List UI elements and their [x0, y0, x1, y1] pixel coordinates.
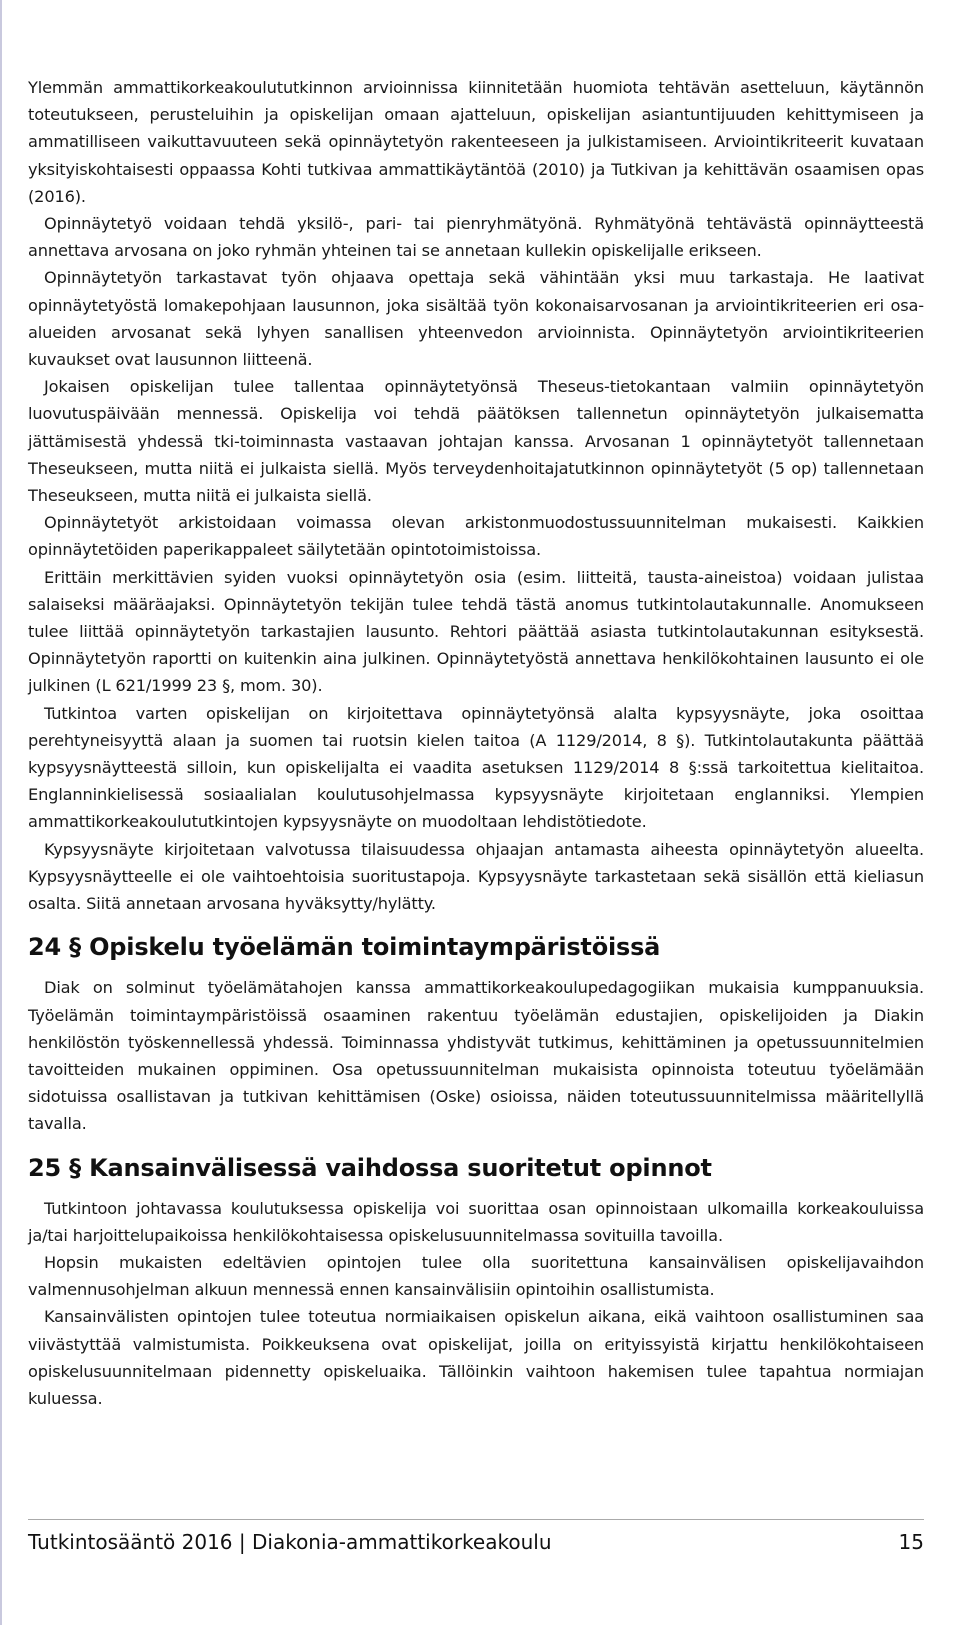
paragraph: Kypsyysnäyte kirjoitetaan valvotussa tilaisuudessa ohjaajan antamasta aiheesta opinnäytetyön alueelta. Kypsyysnäytteelle ei ole vaihtoehtoisia suoritustapoja. Kypsyysnäyte tarkastetaan sekä sisällön että kieliasun osalta. Siitä annetaan arvosana hyväksytty/hylätty. — [28, 839, 924, 914]
paragraph: Hopsin mukaisten edeltävien opintojen tulee olla suoritettuna kansainvälisen opiskelijavaihdon valmennusohjelman alkuun mennessä ennen kansainvälisiin opintoihin osallistumista. — [28, 1252, 924, 1300]
paragraph: Erittäin merkittävien syiden vuoksi opinnäytetyön osia (esim. liitteitä, tausta-aineistoa) voidaan julistaa salaiseksi määräajaksi. Opinnäytetyön tekijän tulee tehdä tästä anomus tutkintolautakunnalle. Anomukseen tulee liittää opinnäytetyön tarkastajien lausunto. Rehtori päättää asiasta tutkintolautakunnan esityksestä. Opinnäytetyön raportti on kuitenkin aina julkinen. Opinnäytetyöstä annettava henkilökohtainen lausunto ei ole julkinen (L 621/1999 23 §, mom. 30). — [28, 567, 924, 696]
paragraph: Tutkintoa varten opiskelijan on kirjoitettava opinnäytetyönsä alalta kypsyysnäyte, joka osoittaa perehtyneisyyttä alaan ja suomen tai ruotsin kielen taitoa (A 1129/2014, 8 §). Tutkintolautakunta päättää kypsyysnäytteestä silloin, kun opiskelijalta ei vaadita asetuksen 1129/2014 8 §:ssä tarkoitettua kielitaitoa. Englanninkielisessä sosiaalialan koulutusohjelmassa kypsyysnäyte kirjoitetaan englanniksi. Ylempien ammattikorkeakoulututkintojen kypsyysnäyte on muodoltaan lehdistötiedote. — [28, 703, 924, 832]
section-24-heading: 24 § Opiskelu työelämän toimintaympäristöissä — [28, 933, 661, 962]
paragraph: Diak on solminut työelämätahojen kanssa ammattikorkeakoulupedagogiikan mukaisia kumppanuuksia. Työelämän toimintaympäristöissä osaaminen rakentuu työelämän edustajien, opiskelijoiden ja Diakin henkilöstön työskennellessä yhdessä. Toiminnassa yhdistyvät tutkimus, kehittäminen ja opetussuunnitelmien tavoitteiden mukainen oppiminen. Osa opetussuunnitelman mukaisista opinnoista toteutuu työelämään sidotuissa osallistavan ja tutkivan kehittämisen (Oske) osioissa, näiden toteutussuunnitelmissa määritellyllä tavalla. — [28, 978, 924, 1134]
section-25-heading: 25 § Kansainvälisessä vaihdossa suoritetut opinnot — [28, 1153, 712, 1182]
paragraph: Tutkintoon johtavassa koulutuksessa opiskelija voi suorittaa osan opinnoistaan ulkomailla korkeakouluissa ja/tai harjoittelupaikoissa henkilökohtaisessa opiskelusuunnitelmassa sovituilla tavoilla. — [28, 1198, 924, 1245]
paragraph: Opinnäytetyön tarkastavat työn ohjaava opettaja sekä vähintään yksi muu tarkastaja. He laativat opinnäytetyöstä lomakepohjaan lausunnon, joka sisältää työn kokonaisarvosanan ja arviointikriteerien eri osa-alueiden arvosanat sekä lyhyen sanallisen yhteenvedon arvioinnista. Opinnäytetyön arviointikriteerien kuvaukset ovat lausunnon liitteenä. — [28, 268, 924, 370]
paragraph: Opinnäytetyö voidaan tehdä yksilö-, pari- tai pienryhmätyönä. Ryhmätyönä tehtävästä opinnäytteestä annettava arvosana on joko ryhmän yhteinen tai se annetaan kullekin opiskelijalle erikseen. — [28, 214, 924, 261]
page-number: 15 — [898, 1530, 924, 1554]
paragraph: Kansainvälisten opintojen tulee toteutua normiaikaisen opiskelun aikana, eikä vaihtoon osallistuminen saa viivästyttää valmistumista. Poikkeuksena ovat opiskelijat, joilla on erityissyistä kirjattu henkilökohtaiseen opiskelusuunnitelmaan pidennetty opiskeluaika. Tällöinkin vaihtoon hakemisen tulee tapahtua normiajan kuluessa. — [28, 1307, 924, 1408]
page-footer — [28, 1530, 924, 1554]
footer-title: Tutkintosääntö 2016 | Diakonia-ammattikorkeakoulu — [28, 1530, 552, 1554]
page-edge-rule — [0, 0, 2, 1625]
footer-divider — [28, 1519, 924, 1520]
document-body — [28, 74, 924, 1412]
paragraph: Jokaisen opiskelijan tulee tallentaa opinnäytetyönsä Theseus-tietokantaan valmiin opinnäytetyön luovutuspäivään mennessä. Opiskelija voi tehdä päätöksen tallennetun opinnäytetyön julkaisematta jättämisestä yhdessä tki-toiminnasta vastaavan johtajan kanssa. Arvosanan 1 opinnäytetyöt tallennetaan Theseukseen, mutta niitä ei julkaista siellä. Myös terveydenhoitajatutkinnon opinnäytetyöt (5 op) tallennetaan Theseukseen, mutta niitä ei julkaista siellä. — [28, 377, 924, 506]
paragraph: Ylemmän ammattikorkeakoulututkinnon arvioinnissa kiinnitetään huomiota tehtävän asetteluun, käytännön toteutukseen, perusteluihin ja opiskelijan omaan ajatteluun, opiskelijan asiantuntijuuden kehittymiseen ja ammatilliseen vaikuttavuuteen sekä opinnäytetyön rakenteeseen ja julkistamiseen. Arviointikriteerit kuvataan yksityiskohtaisesti oppaassa Kohti tutkivaa ammattikäytäntöä (2010) ja Tutkivan ja kehittävän osaamisen opas (2016). — [28, 78, 924, 206]
paragraph: Opinnäytetyöt arkistoidaan voimassa olevan arkistonmuodostussuunnitelman mukaisesti. Kaikkien opinnäytetöiden paperikappaleet säilytetään opintotoimistoissa. — [28, 513, 924, 560]
